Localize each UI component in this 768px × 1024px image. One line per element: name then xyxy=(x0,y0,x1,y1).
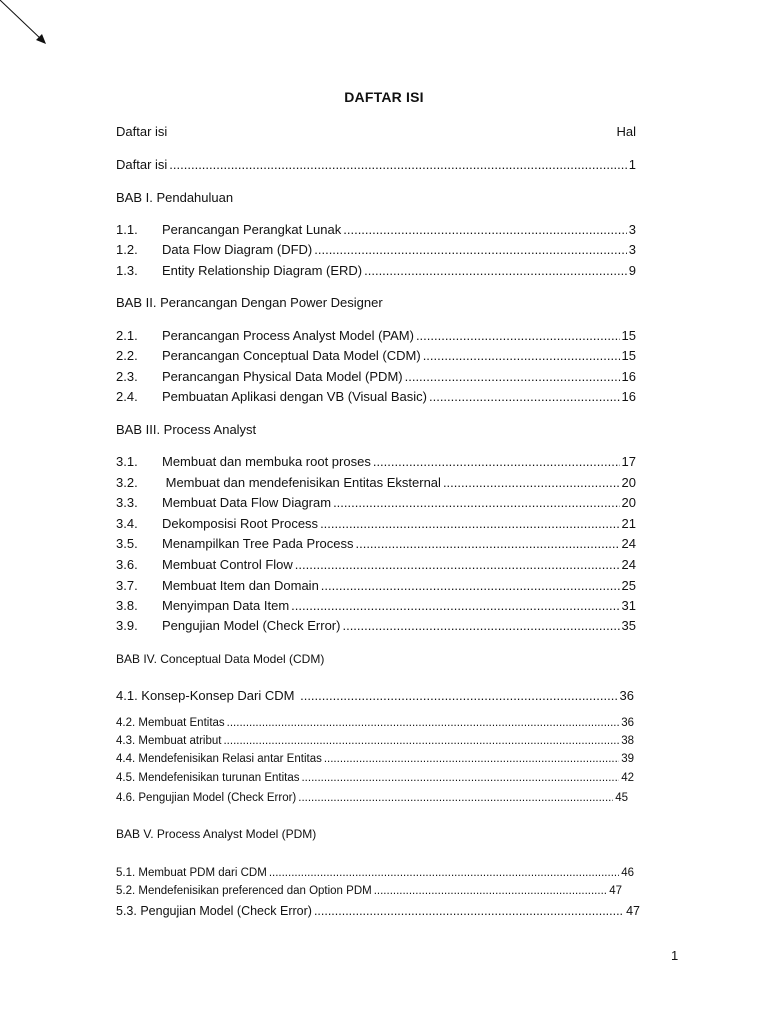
toc-entry[interactable] xyxy=(116,327,636,345)
toc-entry-page: 45 xyxy=(615,792,628,804)
toc-entry-page: 39 xyxy=(621,753,634,765)
toc-leader-dots xyxy=(405,368,620,386)
toc-entry-text: 4.1. Konsep-Konsep Dari CDM xyxy=(116,688,299,703)
toc-entry-text: Membuat Item dan Domain xyxy=(162,578,319,593)
toc-entry-page: 35 xyxy=(621,618,636,633)
toc-entry[interactable] xyxy=(116,902,640,920)
toc-leader-dots xyxy=(423,347,620,365)
toc-entry-text: Perancangan Process Analyst Model (PAM) xyxy=(162,328,414,343)
toc-entry[interactable] xyxy=(116,556,636,574)
toc-entry-text: Membuat Data Flow Diagram xyxy=(162,495,332,510)
page-title: DAFTAR ISI xyxy=(344,89,424,105)
toc-entry-text: Dekomposisi Root Process xyxy=(162,516,319,531)
toc-entry-text: 4.6. Pengujian Model (Check Error) xyxy=(116,792,297,804)
toc-entry-number: 3.3. xyxy=(116,495,138,510)
toc-entry-text: Menyimpan Data Item xyxy=(162,598,290,613)
toc-entry-number: 1.2. xyxy=(116,242,138,257)
page-number: 1 xyxy=(671,948,679,963)
toc-leader-dots xyxy=(342,617,619,635)
toc-leader-dots xyxy=(291,597,619,615)
toc-entry-text: 5.2. Mendefenisikan preferenced dan Option PDM xyxy=(116,885,372,897)
toc-entry-page: 25 xyxy=(621,578,636,593)
toc-entry-page: 46 xyxy=(621,867,634,879)
toc-entry-text: Pembuatan Aplikasi dengan VB (Visual Basic) xyxy=(162,389,427,404)
toc-entry-page: 31 xyxy=(621,598,636,613)
section-heading-bab-4[interactable]: BAB IV. Conceptual Data Model (CDM) xyxy=(116,652,325,666)
toc-entry[interactable] xyxy=(116,453,636,471)
toc-entry[interactable] xyxy=(116,789,628,807)
toc-leader-dots xyxy=(364,262,627,280)
toc-entry-text: 5.3. Pengujian Model (Check Error) xyxy=(116,904,312,918)
toc-entry-text: 5.1. Membuat PDM dari CDM xyxy=(116,867,267,879)
toc-leader-dots xyxy=(324,750,619,768)
toc-entry-text: Perancangan Perangkat Lunak xyxy=(162,222,342,237)
section-heading-bab-3[interactable]: BAB III. Process Analyst xyxy=(116,422,257,437)
toc-entry[interactable] xyxy=(116,577,636,595)
toc-entry-number: 1.1. xyxy=(116,222,138,237)
toc-entry[interactable] xyxy=(116,368,636,386)
toc-entry[interactable] xyxy=(116,882,622,900)
toc-leader-dots xyxy=(343,221,627,239)
toc-entry-page: 36 xyxy=(619,688,634,703)
toc-entry-text: Pengujian Model (Check Error) xyxy=(162,618,341,633)
toc-entry-text: Membuat dan mendefenisikan Entitas Eksternal xyxy=(162,475,441,490)
toc-header-page-label: Hal xyxy=(616,124,636,139)
toc-entry[interactable] xyxy=(116,388,636,406)
toc-leader-dots xyxy=(333,494,619,512)
toc-entry[interactable] xyxy=(116,864,634,882)
toc-entry-page: 16 xyxy=(621,369,636,384)
toc-entry-page: 20 xyxy=(621,475,636,490)
toc-entry[interactable] xyxy=(116,221,636,239)
toc-leader-dots xyxy=(227,714,620,732)
toc-entry[interactable] xyxy=(116,687,634,705)
toc-leader-dots xyxy=(314,241,627,259)
toc-header-label: Daftar isi xyxy=(116,124,168,139)
toc-leader-dots xyxy=(373,453,620,471)
toc-entry[interactable] xyxy=(116,714,634,732)
toc-entry-number: 3.7. xyxy=(116,578,138,593)
toc-leader-dots xyxy=(416,327,620,345)
toc-entry-page: 3 xyxy=(628,222,636,237)
toc-entry[interactable] xyxy=(116,262,636,280)
section-heading-bab-2[interactable]: BAB II. Perancangan Dengan Power Designer xyxy=(116,295,383,310)
toc-leader-dots xyxy=(300,687,617,705)
toc-leader-dots xyxy=(169,156,626,174)
toc-entry-page: 16 xyxy=(621,389,636,404)
toc-entry-text: Entity Relationship Diagram (ERD) xyxy=(162,263,363,278)
toc-leader-dots xyxy=(301,769,619,787)
toc-entry-text: 4.2. Membuat Entitas xyxy=(116,717,225,729)
toc-entry-page: 1 xyxy=(628,157,636,172)
toc-entry-page: 21 xyxy=(621,516,636,531)
toc-entry[interactable] xyxy=(116,769,634,787)
toc-entry-number: 2.4. xyxy=(116,389,138,404)
toc-entry-number: 2.3. xyxy=(116,369,138,384)
toc-entry-text: Menampilkan Tree Pada Process xyxy=(162,536,354,551)
toc-entry-text: Membuat dan membuka root proses xyxy=(162,454,371,469)
toc-entry-number: 2.2. xyxy=(116,348,138,363)
toc-entry-text: Perancangan Physical Data Model (PDM) xyxy=(162,369,403,384)
toc-entry-page: 20 xyxy=(621,495,636,510)
toc-leader-dots xyxy=(314,902,624,920)
toc-entry-page: 47 xyxy=(609,885,622,897)
toc-entry-text: Perancangan Conceptual Data Model (CDM) xyxy=(162,348,421,363)
toc-entry[interactable] xyxy=(116,241,636,259)
toc-entry[interactable] xyxy=(116,617,636,635)
corner-arrow-icon xyxy=(0,0,52,50)
toc-entry-text: 4.5. Mendefenisikan turunan Entitas xyxy=(116,772,300,784)
toc-entry[interactable] xyxy=(116,535,636,553)
section-heading-bab-5[interactable]: BAB V. Process Analyst Model (PDM) xyxy=(116,827,317,841)
toc-entry-page: 42 xyxy=(621,772,634,784)
toc-entry-number: 3.1. xyxy=(116,454,138,469)
toc-entry-number: 3.2. xyxy=(116,475,138,490)
toc-entry-text: 4.4. Mendefenisikan Relasi antar Entitas xyxy=(116,753,322,765)
toc-entry[interactable] xyxy=(116,515,636,533)
toc-entry-page: 24 xyxy=(621,557,636,572)
toc-entry-page: 15 xyxy=(621,348,636,363)
toc-entry-page: 36 xyxy=(621,717,634,729)
toc-entry[interactable] xyxy=(116,750,634,768)
toc-entry-number: 3.6. xyxy=(116,557,138,572)
toc-entry-daftar-isi[interactable] xyxy=(116,156,636,174)
toc-leader-dots xyxy=(355,535,619,553)
toc-leader-dots xyxy=(223,732,619,750)
toc-leader-dots xyxy=(443,474,620,492)
toc-leader-dots xyxy=(269,864,619,882)
toc-entry[interactable] xyxy=(116,347,636,365)
toc-entry-page: 3 xyxy=(628,242,636,257)
toc-entry-page: 17 xyxy=(621,454,636,469)
toc-leader-dots xyxy=(321,577,620,595)
toc-leader-dots xyxy=(298,789,613,807)
toc-entry[interactable] xyxy=(116,474,636,492)
toc-leader-dots xyxy=(374,882,607,900)
toc-entry[interactable] xyxy=(116,732,634,750)
toc-entry-text: Data Flow Diagram (DFD) xyxy=(162,242,313,257)
toc-entry-text: 4.3. Membuat atribut xyxy=(116,735,222,747)
toc-entry-page: 15 xyxy=(621,328,636,343)
toc-leader-dots xyxy=(320,515,619,533)
toc-entry-text: Daftar isi xyxy=(116,157,168,172)
toc-entry-number: 1.3. xyxy=(116,263,138,278)
toc-entry-page: 9 xyxy=(628,263,636,278)
toc-entry-page: 24 xyxy=(621,536,636,551)
toc-entry-number: 3.9. xyxy=(116,618,138,633)
section-heading-bab-1[interactable]: BAB I. Pendahuluan xyxy=(116,190,234,205)
toc-entry-number: 2.1. xyxy=(116,328,138,343)
toc-entry-text: Membuat Control Flow xyxy=(162,557,293,572)
toc-header xyxy=(116,123,636,141)
toc-leader-dots xyxy=(295,556,620,574)
toc-entry-number: 3.8. xyxy=(116,598,138,613)
toc-entry-number: 3.5. xyxy=(116,536,138,551)
toc-leader-dots xyxy=(429,388,620,406)
toc-entry-page: 38 xyxy=(621,735,634,747)
toc-entry[interactable] xyxy=(116,597,636,615)
toc-entry-number: 3.4. xyxy=(116,516,138,531)
toc-entry[interactable] xyxy=(116,494,636,512)
toc-entry-page: 47 xyxy=(626,904,640,918)
